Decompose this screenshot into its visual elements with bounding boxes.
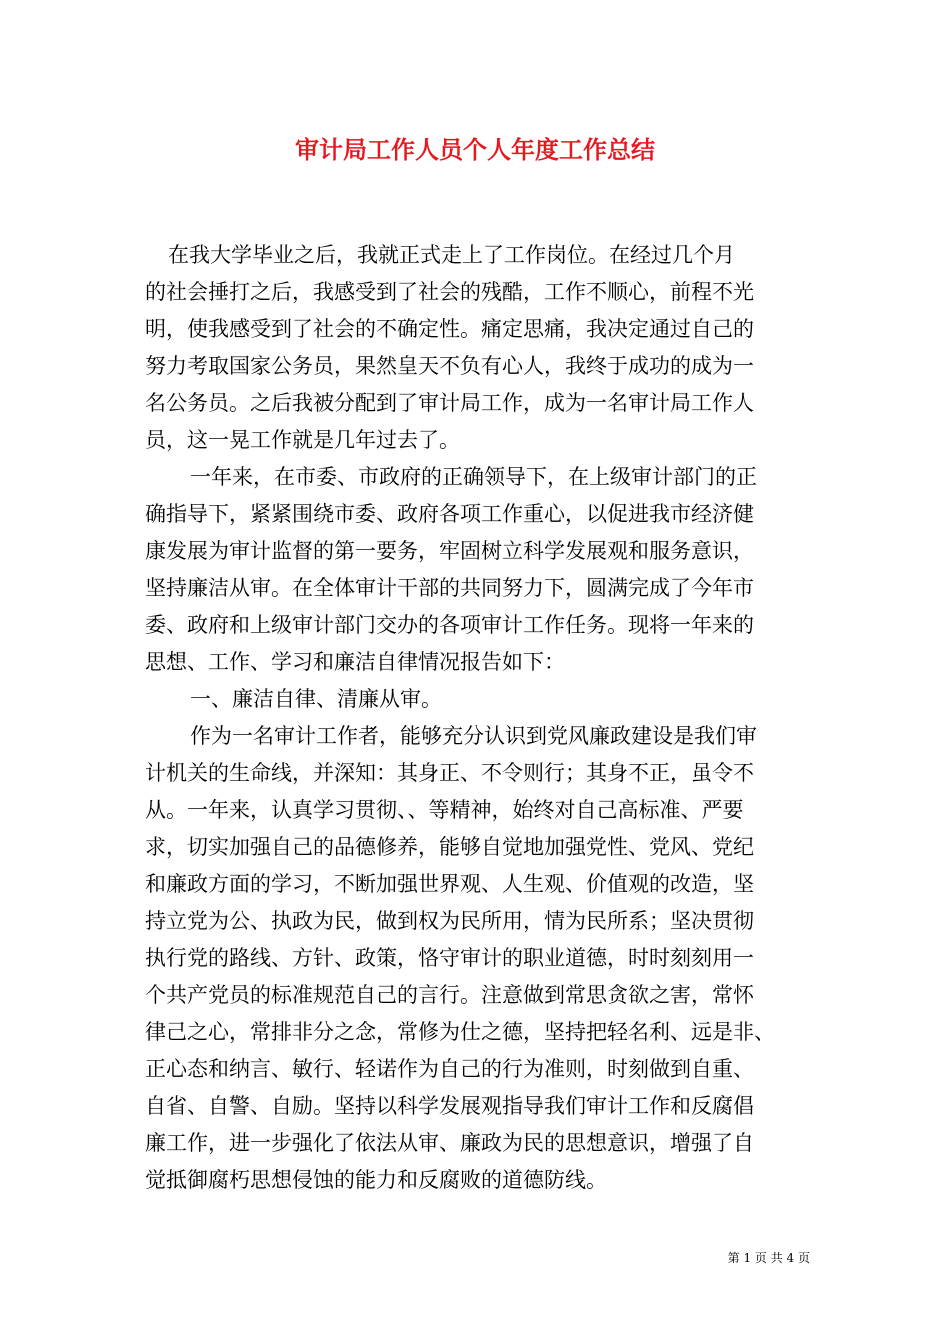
body-line: 从。一年来，认真学习贯彻、、等精神，始终对自己高标准、严要 bbox=[145, 798, 744, 822]
body-line: 坚持廉洁从审。在全体审计干部的共同努力下，圆满完成了今年市 bbox=[145, 576, 754, 600]
page-number: 第 1 页 共 4 页 bbox=[727, 1251, 810, 1265]
body-line: 在我大学毕业之后，我就正式走上了工作岗位。在经过几个月 bbox=[168, 243, 735, 267]
body-line: 觉抵御腐朽思想侵蚀的能力和反腐败的道德防线。 bbox=[145, 1168, 607, 1192]
body-line: 正心态和纳言、敏行、轻诺作为自己的行为准则，时刻做到自重、 bbox=[145, 1057, 754, 1081]
body-line: 持立党为公、执政为民，做到权为民所用，情为民所系；坚决贯彻 bbox=[145, 909, 754, 933]
body-line: 和廉政方面的学习，不断加强世界观、人生观、价值观的改造，坚 bbox=[145, 872, 754, 896]
body-line: 廉工作，进一步强化了依法从审、廉政为民的思想意识，增强了自 bbox=[145, 1131, 754, 1155]
body-line: 的社会捶打之后，我感受到了社会的残酷，工作不顺心，前程不光 bbox=[145, 280, 754, 304]
body-line: 求，切实加强自己的品德修养，能够自觉地加强党性、党风、党纪 bbox=[145, 835, 754, 859]
body-line: 个共产党员的标准规范自己的言行。注意做到常思贪欲之害，常怀 bbox=[145, 983, 754, 1007]
document-title: 审计局工作人员个人年度工作总结 bbox=[295, 135, 655, 164]
body-line: 确指导下，紧紧围绕市委、政府各项工作重心，以促进我市经济健 bbox=[145, 502, 754, 526]
body-line: 作为一名审计工作者，能够充分认识到党风廉政建设是我们审 bbox=[190, 724, 757, 748]
section-heading: 一、廉洁自律、清廉从审。 bbox=[190, 687, 442, 711]
body-line: 律己之心，常排非分之念，常修为仕之德，坚持把轻名利、远是非、 bbox=[145, 1020, 775, 1044]
body-line: 自省、自警、自励。坚持以科学发展观指导我们审计工作和反腐倡 bbox=[145, 1094, 754, 1118]
body-line: 努力考取国家公务员，果然皇天不负有心人，我终于成功的成为一 bbox=[145, 354, 754, 378]
body-line: 委、政府和上级审计部门交办的各项审计工作任务。现将一年来的 bbox=[145, 613, 754, 637]
body-line: 思想、工作、学习和廉洁自律情况报告如下： bbox=[145, 650, 565, 674]
body-line: 名公务员。之后我被分配到了审计局工作，成为一名审计局工作人 bbox=[145, 391, 754, 415]
body-line: 员，这一晃工作就是几年过去了。 bbox=[145, 428, 460, 452]
body-line: 明，使我感受到了社会的不确定性。痛定思痛，我决定通过自己的 bbox=[145, 317, 754, 341]
body-line: 康发展为审计监督的第一要务，牢固树立科学发展观和服务意识， bbox=[145, 539, 754, 563]
body-line: 计机关的生命线，并深知：其身正、不令则行；其身不正，虽令不 bbox=[145, 761, 754, 785]
body-line: 执行党的路线、方针、政策，恪守审计的职业道德，时时刻刻用一 bbox=[145, 946, 754, 970]
body-line: 一年来，在市委、市政府的正确领导下，在上级审计部门的正 bbox=[190, 465, 757, 489]
